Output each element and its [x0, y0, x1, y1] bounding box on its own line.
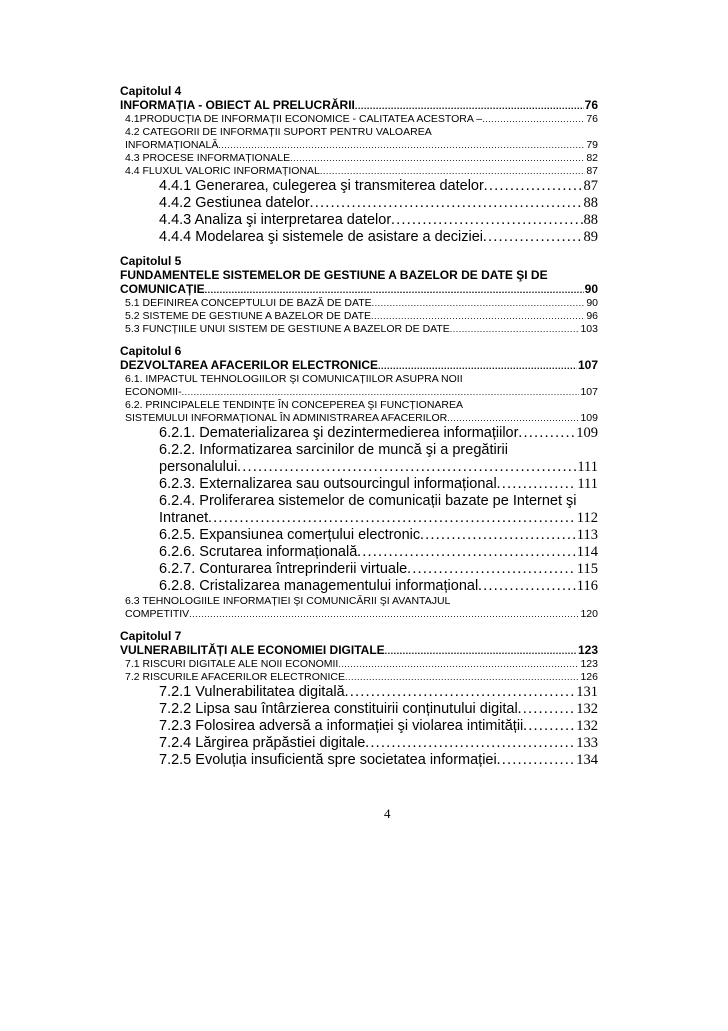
- entry-page-number: 133: [576, 735, 598, 751]
- entry-page-number: 87: [586, 165, 598, 177]
- entry-page-number: 111: [577, 459, 598, 475]
- chapter-label: Capitolul 5: [120, 254, 182, 268]
- entry-page-number: 87: [583, 178, 598, 194]
- chapter-5-block: [120, 254, 598, 336]
- entry-title-first-line: 6.3 TEHNOLOGIILE INFORMAȚIEI ŞI COMUNICĂRII ŞI AVANTAJUL: [125, 595, 451, 607]
- entry-page-number: 132: [576, 701, 598, 717]
- toc-entry-subsection[interactable]: [120, 493, 598, 527]
- toc-entry-subsection[interactable]: [120, 684, 598, 701]
- entry-title: 6.2.3. Externalizarea sau outsourcingul informațional: [159, 476, 497, 492]
- entry-title: VULNERABILITĂȚI ALE ECONOMIEI DIGITALE: [120, 643, 385, 657]
- toc-entry-subsection[interactable]: [120, 578, 598, 595]
- entry-page-number: 116: [576, 578, 598, 594]
- dot-leader: [484, 178, 583, 195]
- entry-title: 5.1 DEFINIREA CONCEPTULUI DE BAZĂ DE DATE: [125, 297, 372, 309]
- toc-entry-subsection[interactable]: [120, 212, 598, 229]
- entry-page-number: 79: [586, 139, 598, 151]
- entry-page-number: 112: [576, 510, 598, 526]
- entry-page-number: 120: [580, 608, 598, 620]
- dot-leader: [182, 386, 580, 399]
- toc-entry-chapter-title[interactable]: [120, 358, 598, 373]
- entry-title: ECONOMII-: [125, 386, 182, 398]
- entry-title: 5.2 SISTEME DE GESTIUNE A BAZELOR DE DATE: [125, 310, 372, 322]
- entry-page-number: 126: [580, 671, 598, 683]
- entry-title: COMUNICAȚIE: [120, 282, 205, 296]
- entry-title: 5.3 FUNCȚIILE UNUI SISTEM DE GESTIUNE A BAZELOR DE DATE: [125, 323, 450, 335]
- dot-leader: [497, 752, 576, 769]
- entry-page-number: 113: [576, 527, 598, 543]
- dot-leader: [237, 459, 576, 476]
- entry-title: 6.2.1. Dematerializarea şi dezintermedierea informațiilor: [159, 425, 519, 441]
- entry-title: COMPETITIV: [125, 608, 190, 620]
- entry-title: 4.4.1 Generarea, culegerea şi transmiterea datelor: [159, 178, 484, 194]
- chapter-7-block: [120, 629, 598, 769]
- dot-leader: [345, 671, 579, 684]
- entry-title: 4.3 PROCESE INFORMAȚIONALE: [125, 152, 291, 164]
- toc-entry-section[interactable]: [120, 126, 598, 152]
- entry-page-number: 111: [577, 476, 598, 492]
- entry-page-number: 123: [577, 643, 598, 657]
- toc-entry-subsection[interactable]: [120, 195, 598, 212]
- dot-leader: [391, 212, 582, 229]
- toc-entry-section[interactable]: [120, 595, 598, 621]
- entry-title-first-line: 6.2.4. Proliferarea sistemelor de comunicații bazate pe Internet şi: [159, 493, 577, 509]
- table-of-contents: [120, 84, 598, 777]
- dot-leader: [482, 113, 585, 126]
- toc-entry-subsection[interactable]: [120, 229, 598, 246]
- entry-page-number: 109: [580, 412, 598, 424]
- entry-page-number: 132: [576, 718, 598, 734]
- dot-leader: [450, 323, 580, 336]
- chapter-label: Capitolul 6: [120, 344, 182, 358]
- entry-page-number: 88: [583, 195, 598, 211]
- dot-leader: [483, 229, 583, 246]
- toc-entry-subsection[interactable]: [120, 476, 598, 493]
- entry-title-first-line: 4.2 CATEGORII DE INFORMAȚII SUPORT PENTRU VALOAREA: [125, 126, 432, 138]
- dot-leader: [371, 310, 585, 323]
- toc-entry-subsection[interactable]: [120, 561, 598, 578]
- toc-entry-subsection[interactable]: [120, 442, 598, 476]
- toc-entry-subsection[interactable]: [120, 425, 598, 442]
- entry-page-number: 76: [584, 98, 598, 112]
- dot-leader: [290, 152, 585, 165]
- toc-entry-section[interactable]: [120, 113, 598, 126]
- toc-entry-section[interactable]: [120, 297, 598, 310]
- entry-title: 7.2.1 Vulnerabilitatea digitală: [159, 684, 345, 700]
- entry-title: 6.2.5. Expansiunea comerțului electronic: [159, 527, 421, 543]
- entry-page-number: 103: [580, 323, 598, 335]
- toc-entry-subsection[interactable]: [120, 527, 598, 544]
- entry-title: 7.2.5 Evoluția insuficientă spre societatea informației: [159, 752, 497, 768]
- entry-title: 7.2.4 Lărgirea prăpăstiei digitale: [159, 735, 366, 751]
- dot-leader: [355, 99, 584, 113]
- dot-leader: [407, 561, 576, 578]
- dot-leader: [523, 718, 575, 735]
- toc-entry-chapter-title[interactable]: [120, 643, 598, 658]
- dot-leader: [345, 684, 576, 701]
- entry-page-number: 115: [576, 561, 598, 577]
- toc-entry-subsection[interactable]: [120, 752, 598, 769]
- entry-page-number: 107: [580, 386, 598, 398]
- dot-leader: [208, 510, 576, 527]
- entry-title: 7.2 RISCURILE AFACERILOR ELECTRONICE: [125, 671, 345, 683]
- entry-page-number: 90: [586, 297, 598, 309]
- entry-title: Intranet: [159, 510, 209, 526]
- dot-leader: [385, 644, 577, 658]
- entry-page-number: 134: [576, 752, 598, 768]
- toc-entry-subsection[interactable]: [120, 718, 598, 735]
- entry-page-number: 107: [577, 358, 598, 372]
- page-number: 4: [384, 806, 391, 821]
- entry-title: 4.4.2 Gestiunea datelor: [159, 195, 310, 211]
- entry-title: SISTEMULUI INFORMAȚIONAL ÎN ADMINISTRAREA AFACERILOR: [125, 412, 448, 424]
- entry-title: 6.2.8. Cristalizarea managementului informațional: [159, 578, 479, 594]
- toc-entry-section[interactable]: [120, 373, 598, 399]
- toc-entry-subsection[interactable]: [120, 735, 598, 752]
- entry-title-first-line: 6.2. PRINCIPALELE TENDINȚE ÎN CONCEPEREA ŞI FUNCȚIONAREA: [125, 399, 464, 411]
- entry-title: 6.2.6. Scrutarea informațională: [159, 544, 358, 560]
- entry-title: 7.1 RISCURI DIGITALE ALE NOII ECONOMII: [125, 658, 339, 670]
- dot-leader: [357, 544, 576, 561]
- toc-entry-chapter-title[interactable]: [120, 98, 598, 113]
- entry-page-number: 90: [584, 282, 598, 296]
- toc-entry-subsection[interactable]: [120, 544, 598, 561]
- dot-leader: [447, 412, 579, 425]
- dot-leader: [378, 359, 577, 373]
- entry-page-number: 96: [586, 310, 598, 322]
- entry-title: 4.1PRODUCȚIA DE INFORMAȚII ECONOMICE - CALITATEA ACESTORA –: [125, 113, 483, 125]
- dot-leader: [372, 297, 586, 310]
- toc-entry-section[interactable]: [120, 399, 598, 425]
- toc-entry-subsection[interactable]: [120, 701, 598, 718]
- dot-leader: [365, 735, 575, 752]
- dot-leader: [218, 139, 585, 152]
- entry-page-number: 123: [580, 658, 598, 670]
- toc-entry-section[interactable]: [120, 323, 598, 336]
- dot-leader: [310, 195, 583, 212]
- entry-title: DEZVOLTAREA AFACERILOR ELECTRONICE: [120, 358, 378, 372]
- toc-entry-section[interactable]: [120, 165, 598, 178]
- dot-leader: [497, 476, 577, 493]
- entry-page-number: 76: [586, 113, 598, 125]
- entry-title: INFORMAȚIA - OBIECT AL PRELUCRĂRII: [120, 98, 355, 112]
- chapter-label: Capitolul 4: [120, 84, 182, 98]
- toc-entry-section[interactable]: [120, 310, 598, 323]
- entry-page-number: 114: [576, 544, 598, 560]
- chapter-4-block: [120, 84, 598, 246]
- entry-page-number: 88: [583, 212, 598, 228]
- entry-title: 6.2.7. Conturarea întreprinderii virtuale: [159, 561, 408, 577]
- dot-leader: [205, 283, 584, 297]
- entry-title-first-line: FUNDAMENTELE SISTEMELOR DE GESTIUNE A BAZELOR DE DATE ŞI DE: [120, 268, 548, 282]
- entry-title: 4.4.4 Modelarea şi sistemele de asistare a deciziei: [159, 229, 483, 245]
- entry-page-number: 82: [586, 152, 598, 164]
- entry-page-number: 109: [576, 425, 598, 441]
- toc-entry-subsection[interactable]: [120, 178, 598, 195]
- dot-leader: [420, 527, 576, 544]
- dot-leader: [518, 701, 576, 718]
- chapter-label: Capitolul 7: [120, 629, 182, 643]
- toc-entry-section[interactable]: [120, 152, 598, 165]
- toc-entry-chapter-title[interactable]: [120, 268, 598, 297]
- entry-title-first-line: 6.1. IMPACTUL TEHNOLOGIILOR ŞI COMUNICAȚIILOR ASUPRA NOII: [125, 373, 463, 385]
- toc-entry-section[interactable]: [120, 658, 598, 671]
- entry-page-number: 131: [576, 684, 598, 700]
- dot-leader: [478, 578, 576, 595]
- entry-title: 7.2.3 Folosirea adversă a informației şi violarea intimității: [159, 718, 524, 734]
- chapter-6-block: [120, 344, 598, 621]
- entry-title: 7.2.2 Lipsa sau întârzierea constituirii conținutului digital: [159, 701, 518, 717]
- entry-title-first-line: 6.2.2. Informatizarea sarcinilor de muncă şi a pregătirii: [159, 442, 508, 458]
- entry-page-number: 89: [583, 229, 598, 245]
- entry-title: 4.4.3 Analiza şi interpretarea datelor: [159, 212, 392, 228]
- entry-title: INFORMAȚIONALĂ: [125, 139, 219, 151]
- dot-leader: [189, 608, 579, 621]
- dot-leader: [320, 165, 585, 178]
- dot-leader: [338, 658, 579, 671]
- entry-title: 4.4 FLUXUL VALORIC INFORMAȚIONAL: [125, 165, 320, 177]
- toc-entry-section[interactable]: [120, 671, 598, 684]
- entry-title: personalului: [159, 459, 238, 475]
- dot-leader: [518, 425, 575, 442]
